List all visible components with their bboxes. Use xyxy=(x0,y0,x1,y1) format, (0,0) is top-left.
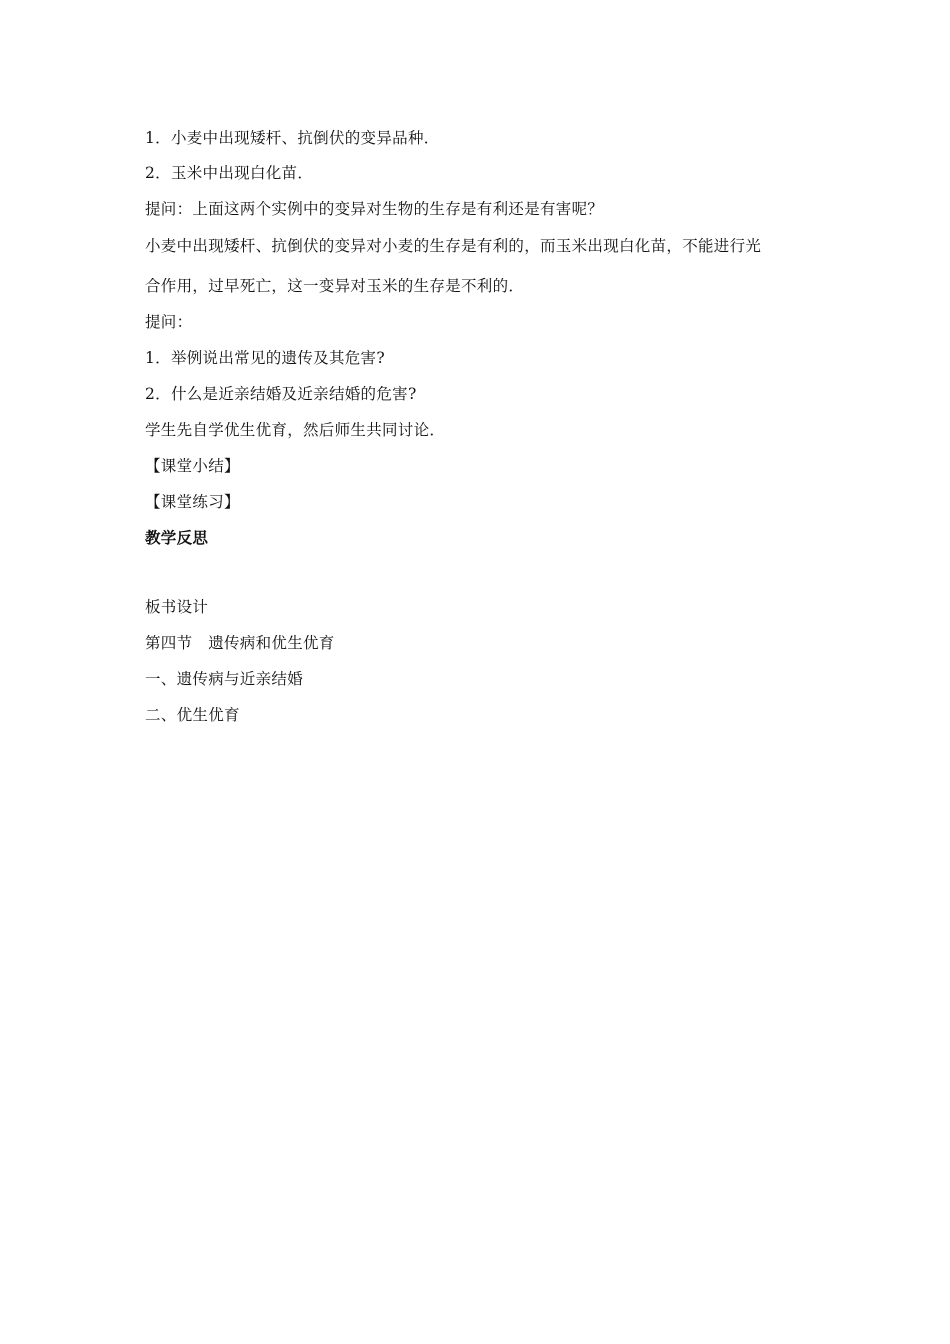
board-title: 第四节 遗传病和优生优育 xyxy=(145,634,335,652)
section-classroom-summary: 【课堂小结】 xyxy=(145,457,240,475)
text-line-5: 合作用，过早死亡，这一变异对玉米的生存是不利的． xyxy=(145,277,525,295)
section-classroom-exercise: 【课堂练习】 xyxy=(145,493,240,511)
text-line-6: 提问： xyxy=(145,313,193,331)
text-line-1: 1．小麦中出现矮杆、抗倒伏的变异品种． xyxy=(145,129,440,147)
text-line-9: 学生先自学优生优育，然后师生共同讨论． xyxy=(145,421,446,439)
board-item-2: 二、优生优育 xyxy=(145,706,240,724)
text-line-8: 2．什么是近亲结婚及近亲结婚的危害? xyxy=(145,385,417,403)
section-board-design: 板书设计 xyxy=(145,598,209,616)
text-line-4: 小麦中出现矮杆、抗倒伏的变异对小麦的生存是有利的，而玉米出现白化苗，不能进行光 xyxy=(145,237,762,255)
section-teaching-reflection: 教学反思 xyxy=(145,528,209,547)
text-line-3: 提问：上面这两个实例中的变异对生物的生存是有利还是有害呢？ xyxy=(145,200,604,218)
text-line-7: 1．举例说出常见的遗传及其危害? xyxy=(145,349,385,367)
text-line-2: 2．玉米中出现白化苗． xyxy=(145,164,314,182)
board-item-1: 一、遗传病与近亲结婚 xyxy=(145,670,304,688)
